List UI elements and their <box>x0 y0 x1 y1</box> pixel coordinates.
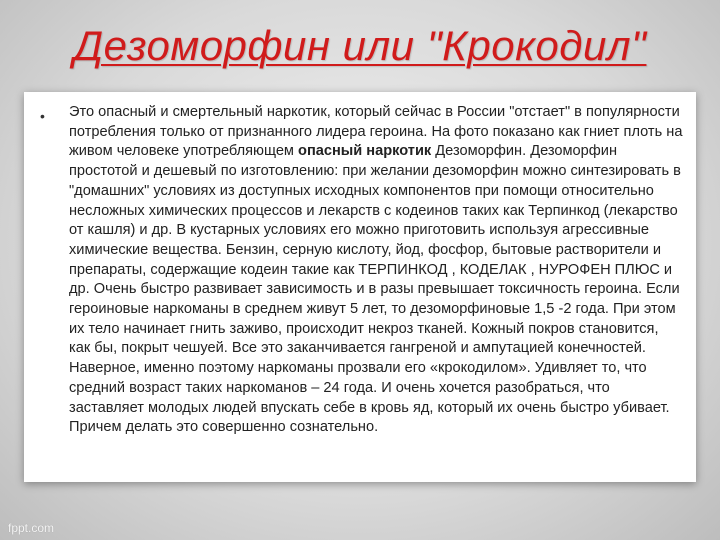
body-paragraph <box>69 103 683 438</box>
body-text-bold: опасный наркотик <box>298 143 432 160</box>
bullet-marker: • <box>40 108 45 124</box>
watermark-logo: fppt.com <box>8 521 55 535</box>
slide-title: Дезоморфин или "Крокодил" <box>73 22 647 69</box>
body-text-part2: Дезоморфин. Дезоморфин простотой и дешевый по изготовлению: при желании дезоморфин можно синтезировать в "домашних" условиях из доступных исходных компонентов при помощи относительно несложных химических процессов и лекарств с кодеинов таких как Терпинкод (лекарство от кашля) и др. В кустарных условиях его можно приготовить используя агрессивные химические вещества. Бензин, серную кислоту, йод, фосфор, бытовые растворители и препараты, содержащие кодеин такие как ТЕРПИНКОД , КОДЕЛАК , НУРОФЕН ПЛЮС и др. Очень быстро развивает зависимость и в разы превышает токсичность героина. Если героиновые наркоманы в среднем живут 5 лет, то дезоморфиновые 1,5 -2 года. При этом их тело начинает гнить заживо, происходит некроз тканей. Кожный покров становится, как бы, покрыт чешуей. Все это заканчивается гангреной и ампутацией конечностей. Наверное, именно поэтому наркоманы прозвали его «крокодилом». Удивляет то, что средний возраст таких наркоманов – 24 года. И очень хочется разобраться, что заставляет молодых людей впускать себе в кровь яд, который их очень быстро убивает. Причем делать это совершенно сознательно. <box>69 143 681 436</box>
body-text-part1: Это опасный и смертельный наркотик, который сейчас в России "отстает" в популярности потребления только от признанного лидера героина. На фото показано как гниет плоть на живом человеке употребляющем <box>69 104 683 160</box>
